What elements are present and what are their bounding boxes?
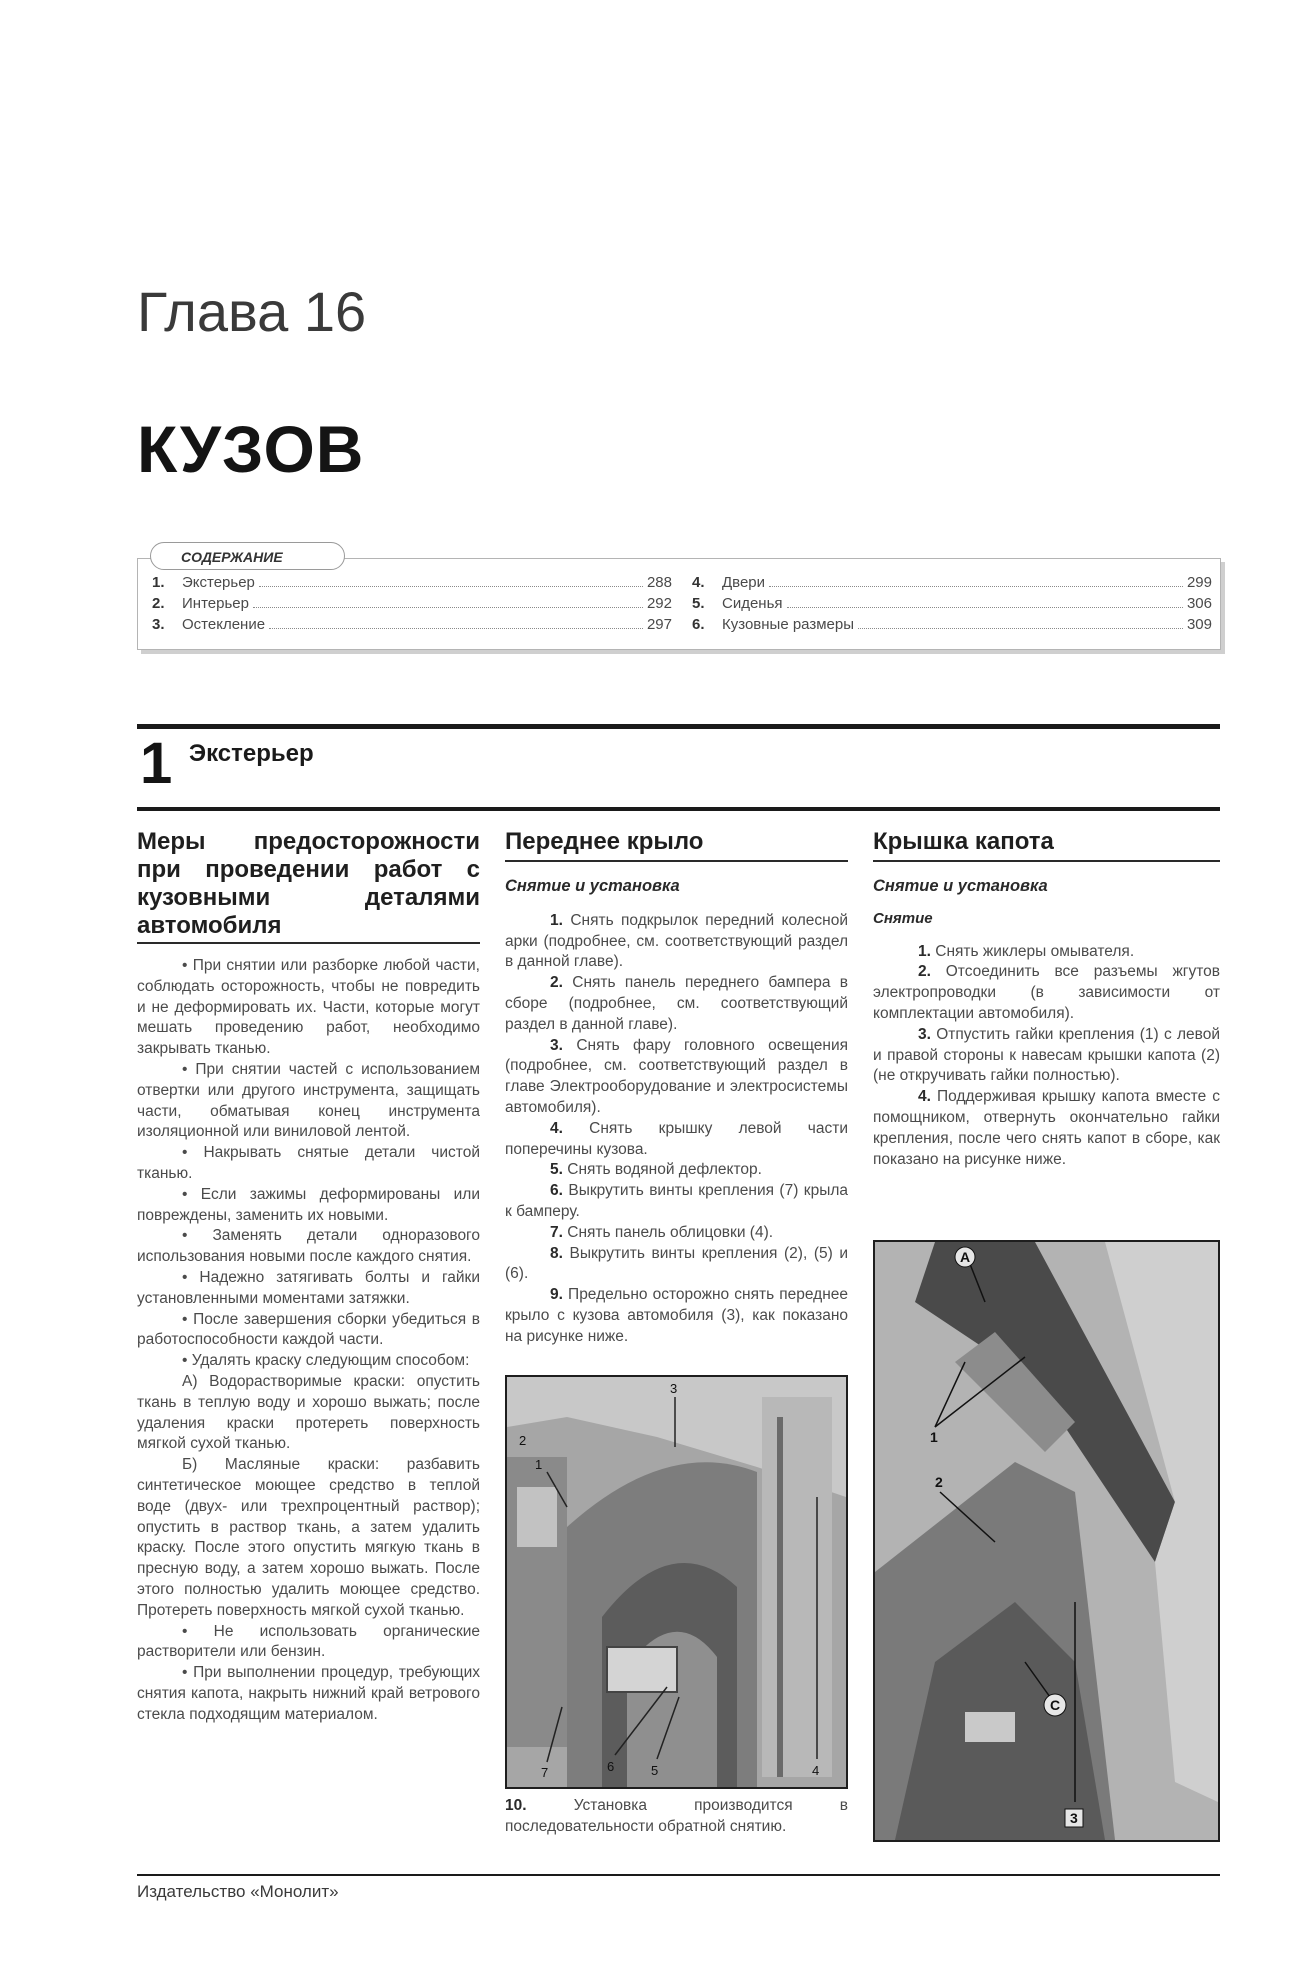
step-text: Выкрутить винты крепления (7) крыла к бамперу. [505,1182,848,1220]
toc-leader [269,628,643,629]
toc-right-column [692,572,1212,635]
step-number: 6. [550,1182,563,1200]
step-text: Снять фару головного освещения (подробнее, см. соответствующий раздел в главе Электрооборудование и электросистемы автомобиля). [505,1036,849,1116]
toc-entry-page: 292 [646,595,672,612]
toc-left-column [152,572,672,635]
paragraph: • Удалять краску следующим способом: [182,1352,470,1370]
toc-label: СОДЕРЖАНИЕ [150,542,345,570]
paragraph: • Если зажимы деформированы или повреждены, заменить их новыми. [137,1185,480,1224]
toc-entry-name: Сиденья [722,595,783,612]
callout-a: A [960,1249,971,1265]
toc-entry-num: 4. [692,574,705,591]
front-fender-heading: Переднее крыло [505,828,848,862]
section-top-rule [137,724,1220,729]
hood-subheading: Снятие и установка [873,877,1048,895]
footer-rule [137,1874,1220,1876]
hood-figure [873,1240,1220,1842]
toc-entry-page: 306 [1186,595,1212,612]
paragraph: • При выполнении процедур, требующих снятия капота, накрыть нижний край ветрового стекла подходящим материалом. [137,1664,480,1723]
front-fender-figure [505,1375,848,1789]
callout-2: 2 [519,1433,527,1448]
toc-entry[interactable] [692,614,1212,635]
step-text: Снять подкрылок передний колесной арки (подробнее, см. соответствующий раздел в данной главе). [505,911,848,971]
step [873,962,1220,1024]
paragraph: • Не использовать органические растворители или бензин. [137,1622,480,1661]
callout-4: 4 [812,1763,820,1778]
publisher-footer: Издательство «Монолит» [137,1882,339,1901]
toc-entry-name: Интерьер [182,595,249,612]
step-text: Предельно осторожно снять переднее крыло с кузова автомобиля (3), как показано на рисунке ниже. [505,1286,849,1345]
section-number: 1 [140,731,173,796]
step [505,911,848,973]
toc-entry-num: 5. [692,595,705,612]
step-text: Отпустить гайки крепления (1) с левой и правой стороны к навесам крышки капота (2) (не откручивать гайки полностью). [873,1025,1220,1085]
callout-5: 5 [651,1763,659,1778]
chapter-title: КУЗОВ [137,412,365,486]
step-number: 9. [550,1286,563,1304]
step-number: 10. [505,1797,527,1814]
paragraph: • Заменять детали одноразового использования новыми после каждого снятия. [137,1227,480,1266]
step-number: 5. [550,1161,563,1179]
toc-entry-name: Экстерьер [182,574,255,591]
step-text: Выкрутить винты крепления (2), (5) и (6). [505,1244,848,1283]
toc-entry[interactable] [692,572,1212,593]
toc-leader [253,607,643,608]
callout-2: 2 [935,1474,943,1490]
callout-c: C [1050,1697,1061,1713]
step-text: Установка производится в последовательности обратной снятию. [505,1797,848,1835]
step [505,973,848,1035]
paragraph: А) Водорастворимые краски: опустить ткань в теплую воду и хорошо выжать; после удаления краски протереть поверхность мягкой сухой тканью. [137,1372,480,1453]
step-number: 2. [550,974,563,992]
step-number: 7. [550,1223,563,1241]
section-title: Экстерьер [189,740,314,767]
step-text: Снять панель облицовки (4). [567,1223,774,1241]
step [505,1036,848,1119]
paragraph: • Накрывать снятые детали чистой тканью. [137,1144,480,1182]
callout-3: 3 [1070,1810,1078,1826]
toc-entry-num: 3. [152,616,165,633]
toc-leader [787,607,1183,608]
step [505,1244,848,1286]
step [505,1119,848,1161]
paragraph: • При снятии или разборке любой части, соблюдать осторожность, чтобы не повредить и не деформировать их. Части, которые могут мешать проведению работ, необходимо закрывать тканью. [137,957,480,1058]
toc-leader [259,586,643,587]
callout-7: 7 [541,1765,549,1780]
toc-entry[interactable] [152,572,672,593]
hood-removal-heading: Снятие [873,909,933,927]
step [505,1223,848,1244]
column-hood [873,828,1220,1170]
paragraph: Б) Масляные краски: разбавить синтетическое моющее средство в теплой воде (двух- или трехпроцентный раствор); опустить в раствор ткань, а затем удалить краску. После этого опустить мягкую ткань в пресную воду, а затем хорошо выжать. После этого полностью удалить моющее средство. Протереть поверхность мягкой сухой тканью. [137,1456,480,1619]
callout-3: 3 [670,1381,678,1396]
toc-entry-page: 309 [1186,616,1212,633]
toc-entry-num: 1. [152,574,165,591]
step [873,1087,1220,1170]
section-bottom-rule [137,807,1220,811]
step-text: Снять жиклеры омывателя. [935,942,1135,960]
callout-6: 6 [607,1759,615,1774]
chapter-label: Глава 16 [137,280,367,343]
front-fender-diagram [507,1377,846,1787]
toc-entry-name: Остекление [182,616,266,633]
precautions-heading: Меры предосторожности при проведении работ с кузовными деталями автомобиля [137,828,480,944]
toc-entry-page: 299 [1186,574,1212,591]
step [873,942,1220,963]
toc-entry[interactable] [152,593,672,614]
toc-entry-page: 297 [646,616,672,633]
step [505,1285,848,1347]
step [873,1025,1220,1087]
hood-diagram [875,1242,1218,1840]
toc-entry-name: Кузовные размеры [722,616,855,633]
toc-entry-page: 288 [646,574,672,591]
column-front-fender [505,828,848,1348]
step-number: 4. [550,1119,563,1137]
paragraph: • После завершения сборки убедиться в работоспособности каждой части. [137,1310,480,1349]
step-text: Поддерживая крышку капота вместе с помощником, отвернуть окончательно гайки крепления, после чего снять капот в сборе, как показано на рисунке ниже. [873,1088,1220,1168]
step-number: 2. [918,963,931,981]
callout-1: 1 [930,1429,938,1445]
toc-leader [858,628,1183,629]
front-fender-final-step [505,1796,848,1838]
toc-entry[interactable] [152,614,672,635]
column-precautions [137,828,480,1725]
step-number: 8. [550,1244,563,1262]
step-text: Отсоединить все разъемы жгутов электропроводки (в зависимости от комплектации автомобиля). [873,963,1220,1022]
hood-heading: Крышка капота [873,828,1220,862]
toc-leader [769,586,1183,587]
paragraph: • Надежно затягивать болты и гайки установленными моментами затяжки. [137,1268,480,1307]
toc-entry-num: 6. [692,616,705,633]
step [505,1181,848,1223]
toc-entry-num: 2. [152,595,165,612]
step [505,1796,848,1838]
step-text: Снять крышку левой части поперечины кузова. [505,1119,848,1158]
step-number: 1. [550,911,563,929]
step-number: 1. [918,942,931,960]
front-fender-subheading: Снятие и установка [505,877,680,895]
step [505,1160,848,1181]
step-text: Снять водяной дефлектор. [567,1161,762,1179]
paragraph: • При снятии частей с использованием отвертки или другого инструмента, защищать части, обматывая конец инструмента изоляционной или виниловой лентой. [137,1060,480,1141]
toc-entry-name: Двери [722,574,766,591]
step-number: 4. [918,1088,931,1106]
step-text: Снять панель переднего бампера в сборе (подробнее, см. соответствующий раздел в данной главе). [505,974,848,1033]
step-number: 3. [918,1025,931,1043]
step-number: 3. [550,1036,563,1054]
callout-1: 1 [535,1457,543,1472]
toc-entry[interactable] [692,593,1212,614]
